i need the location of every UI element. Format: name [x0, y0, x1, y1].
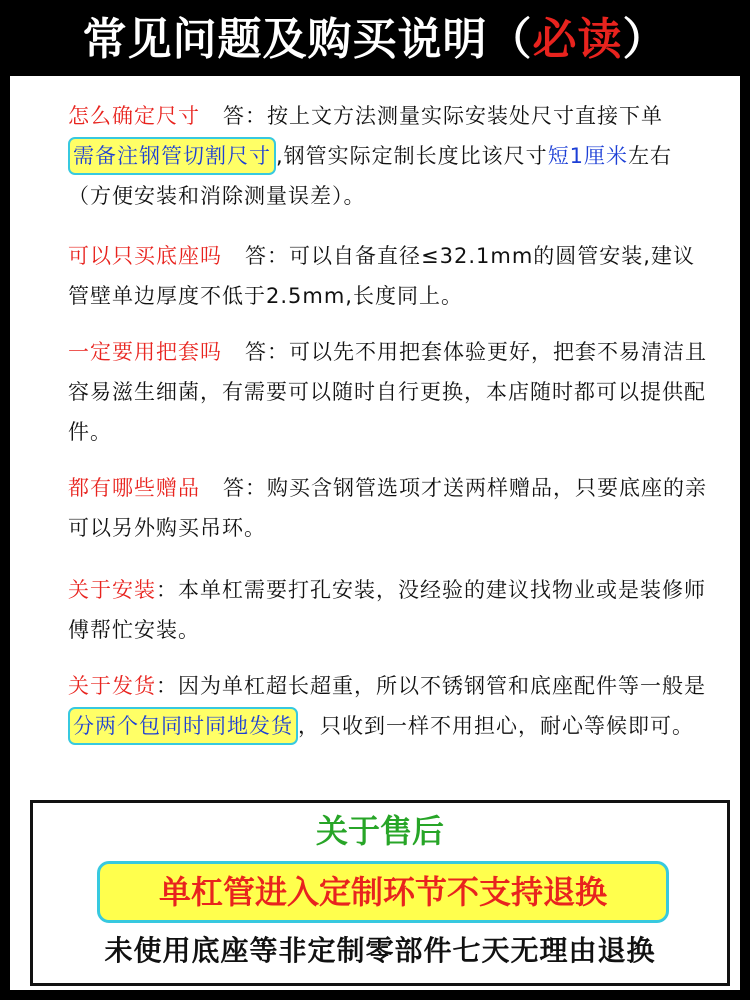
after-sales-footer: 未使用底座等非定制零部件七天无理由退换: [104, 934, 656, 967]
faq-answer: 答：按上文方法测量实际安装处尺寸直接下单: [223, 104, 664, 128]
faq-answer: ：因为单杠超长超重，所以不锈钢管和底座配件等一般是: [156, 674, 706, 698]
highlight-separate-packages: 分两个包同时同地发货: [68, 707, 298, 745]
highlight-shorter: 短1厘米: [547, 144, 629, 168]
faq-answer: ：本单杠需要打孔安装，没经验的建议找物业或是装修师傅帮忙安装。: [68, 578, 706, 642]
faq-answer: ，只收到一样不用担心，耐心等候即可。: [298, 714, 694, 738]
after-sales-highlight: 单杠管进入定制环节不支持退换: [97, 861, 669, 923]
after-sales-box: [30, 800, 730, 986]
faq-question: 一定要用把套吗: [68, 340, 222, 364]
title-must-read: 必读: [532, 14, 623, 65]
faq-answer: ,钢管实际定制长度比该尺寸: [276, 144, 548, 168]
faq-question: 可以只买底座吗: [68, 244, 222, 268]
faq-answer: 左右（方便安装和消除测量误差）。: [68, 144, 673, 208]
faq-install: [68, 570, 708, 650]
faq-shipping: [68, 666, 708, 746]
faq-question: 关于发货: [68, 674, 156, 698]
faq-answer: 答：购买含钢管选项才送两样赠品，只要底座的亲可以另外购买吊环。: [68, 476, 708, 540]
faq-answer: 答：可以先不用把套体验更好，把套不易清洁且容易滋生细菌，有需要可以随时自行更换，本店随时都可以提供配件。: [68, 340, 708, 444]
faq-question: 关于安装: [68, 578, 156, 602]
faq-grip: [68, 332, 708, 452]
faq-answer: 答：可以自备直径≤32.1mm的圆管安装,建议管壁单边厚度不低于2.5mm,长度同上。: [68, 244, 695, 308]
page-title: [0, 0, 750, 78]
faq-question: 怎么确定尺寸: [68, 104, 200, 128]
faq-base-only: [68, 236, 708, 316]
faq-question: 都有哪些赠品: [68, 476, 200, 500]
info-panel: [10, 76, 740, 990]
faq-gifts: [68, 468, 708, 548]
highlight-cut-size: 需备注钢管切割尺寸: [68, 137, 276, 175]
faq-size: [68, 96, 708, 216]
title-end: ）: [622, 14, 668, 65]
title-main: 常见问题及购买说明（: [82, 14, 533, 65]
after-sales-title: 关于售后: [315, 812, 444, 850]
